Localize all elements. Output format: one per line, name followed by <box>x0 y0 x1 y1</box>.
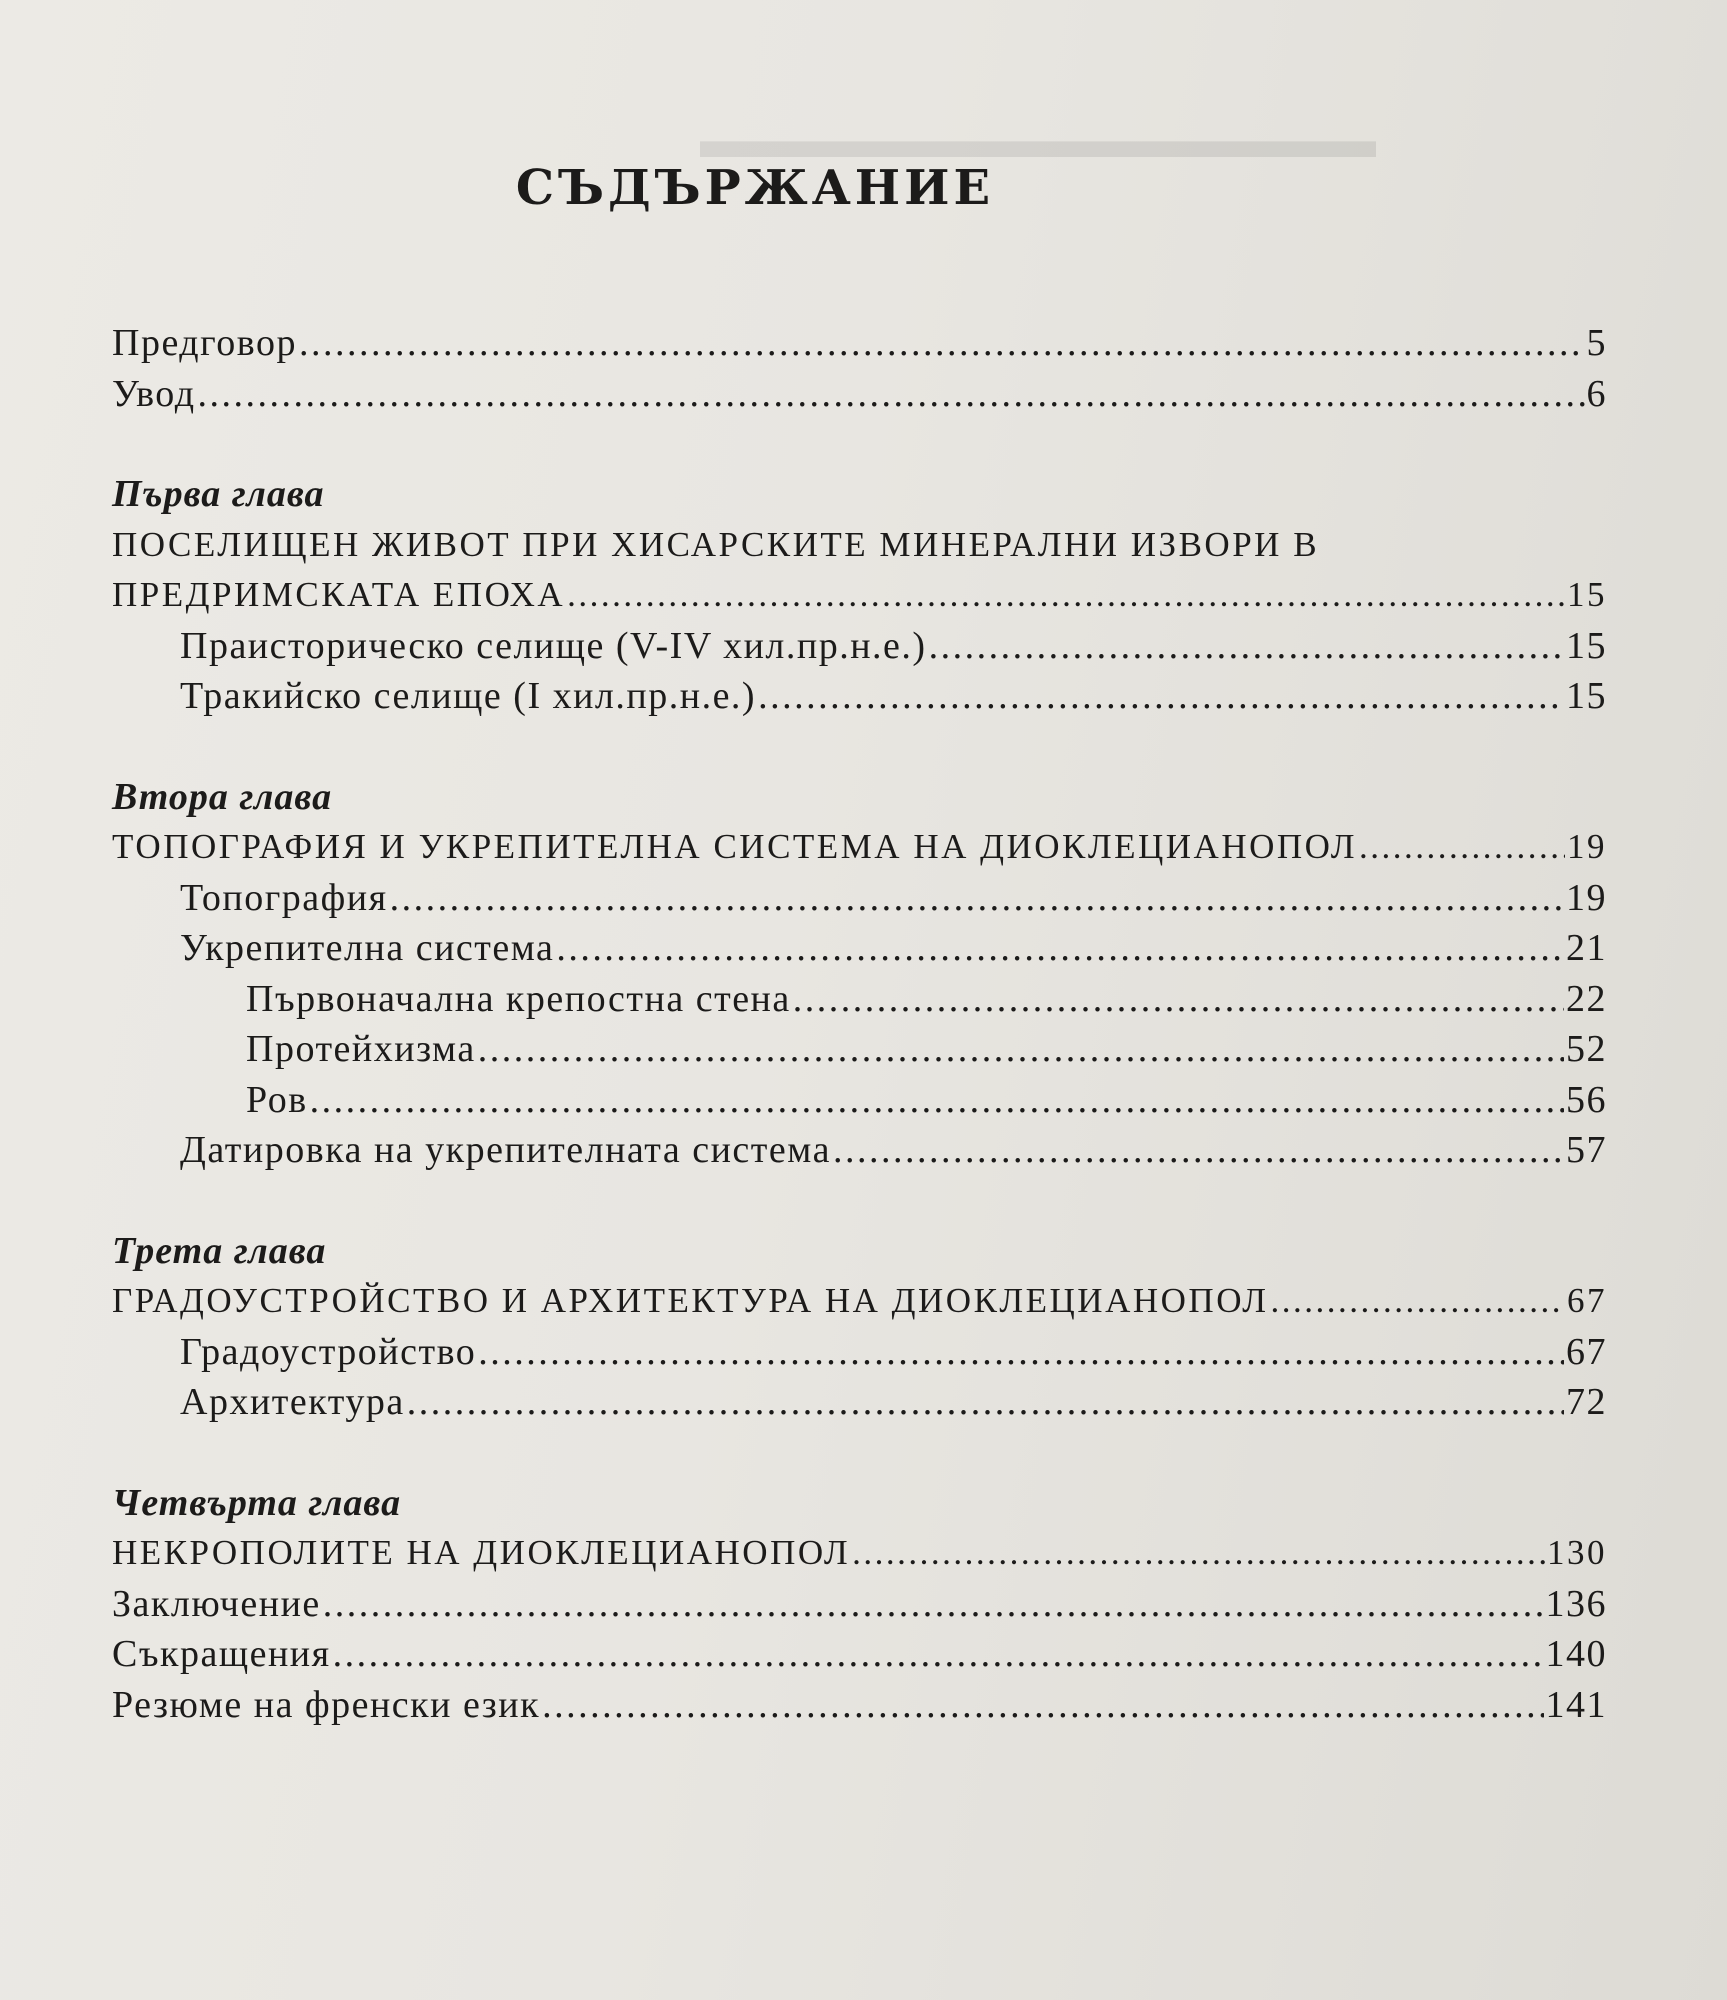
dot-leader <box>390 873 1564 924</box>
toc-entry-page: 22 <box>1566 977 1607 1020</box>
toc-entry-introduction[interactable] <box>112 369 1607 420</box>
dot-leader <box>929 621 1564 672</box>
spacer <box>112 1176 1607 1226</box>
toc-entry-page: 136 <box>1545 1582 1607 1625</box>
toc-entry-title: Ров <box>246 1078 308 1121</box>
toc-entry-page: 57 <box>1566 1129 1607 1171</box>
bleed-through-decoration: ▬▬▬▬▬▬▬▬▬▬▬▬▬ <box>700 111 1376 169</box>
spacer <box>112 1428 1607 1478</box>
page-title: СЪДЪРЖАНИЕ <box>515 160 995 216</box>
dot-leader <box>852 1528 1545 1579</box>
dot-leader <box>793 974 1564 1025</box>
toc-entry-page: 15 <box>1566 624 1607 667</box>
toc-entry-preface[interactable] <box>112 318 1607 369</box>
dot-leader <box>556 923 1564 974</box>
toc-entry-page: 6 <box>1586 372 1607 415</box>
chapter-3-label: Трета глава <box>112 1229 327 1272</box>
toc-entry-page: 140 <box>1545 1633 1607 1675</box>
toc-entry-title: Резюме на френски език <box>112 1683 541 1726</box>
dot-leader <box>299 318 1585 369</box>
toc-entry-title: ТОПОГРАФИЯ И УКРЕПИТЕЛНА СИСТЕМА НА ДИОКЛЕЦИАНОПОЛ <box>112 827 1357 866</box>
toc-entry-title: НЕКРОПОЛИТЕ НА ДИОКЛЕЦИАНОПОЛ <box>112 1533 851 1572</box>
toc-entry-page: 56 <box>1566 1078 1607 1121</box>
toc-entry-urban-planning[interactable] <box>112 1327 1607 1378</box>
toc-entry-title: Увод <box>112 372 196 415</box>
chapter-4-label: Четвърта глава <box>112 1481 402 1524</box>
toc-entry-page: 19 <box>1567 827 1607 866</box>
toc-entry-abbreviations[interactable] <box>112 1629 1607 1680</box>
toc-entry-title: ГРАДОУСТРОЙСТВО И АРХИТЕКТУРА НА ДИОКЛЕЦИАНОПОЛ <box>112 1281 1269 1320</box>
toc-entry-page: 67 <box>1566 1330 1607 1373</box>
toc-entry-title: Архитектура <box>180 1381 405 1423</box>
toc-entry-title: Укрепителна система <box>180 927 555 969</box>
toc-entry-fortification-system[interactable] <box>112 923 1607 974</box>
toc-entry-page: 21 <box>1566 927 1607 969</box>
toc-entry-page: 67 <box>1567 1281 1607 1320</box>
table-of-contents <box>112 318 1607 1730</box>
dot-leader <box>333 1629 1544 1680</box>
chapter-3-heading[interactable] <box>112 1276 1607 1327</box>
toc-entry-title: Заключение <box>112 1582 321 1625</box>
dot-leader <box>310 1075 1564 1126</box>
spacer <box>112 722 1607 772</box>
toc-entry-title: Тракийско селище (I хил.пр.н.е.) <box>180 675 757 717</box>
chapter-2-label: Втора глава <box>112 775 333 818</box>
toc-entry-title: Съкращения <box>112 1633 331 1675</box>
toc-entry-architecture[interactable] <box>112 1377 1607 1428</box>
toc-entry-thracian-settlement[interactable] <box>112 671 1607 722</box>
toc-entry-page: 19 <box>1566 876 1607 919</box>
chapter-1-heading[interactable] <box>112 570 1607 621</box>
chapter-2-heading[interactable] <box>112 822 1607 873</box>
dot-leader <box>542 1680 1543 1731</box>
dot-leader <box>758 671 1564 722</box>
dot-leader <box>833 1125 1564 1176</box>
toc-entry-title: Праисторическо селище (V-IV хил.пр.н.е.) <box>180 624 927 667</box>
dot-leader <box>567 570 1565 621</box>
chapter-1-heading-line1[interactable]: ПОСЕЛИЩЕН ЖИВОТ ПРИ ХИСАРСКИТЕ МИНЕРАЛНИ ИЗВОРИ В <box>112 524 1320 564</box>
chapter-1-label: Първа глава <box>112 473 325 515</box>
toc-entry-title: Предговор <box>112 322 297 364</box>
toc-entry-conclusion[interactable] <box>112 1579 1607 1630</box>
dot-leader <box>198 369 1585 420</box>
toc-entry-page: 15 <box>1567 575 1607 614</box>
dot-leader <box>1359 822 1565 873</box>
toc-entry-title: Първоначална крепостна стена <box>246 977 791 1020</box>
spacer <box>112 419 1607 469</box>
toc-entry-original-wall[interactable] <box>112 974 1607 1025</box>
toc-entry-prehistoric-settlement[interactable] <box>112 621 1607 672</box>
dot-leader <box>323 1579 1544 1630</box>
dot-leader <box>478 1327 1564 1378</box>
toc-entry-proteichisma[interactable] <box>112 1024 1607 1075</box>
toc-entry-title: Топография <box>180 876 388 919</box>
toc-entry-page: 15 <box>1566 675 1607 717</box>
chapter-4-heading[interactable] <box>112 1528 1607 1579</box>
dot-leader <box>478 1024 1564 1075</box>
toc-entry-page: 52 <box>1566 1028 1607 1070</box>
toc-entry-page: 5 <box>1586 322 1607 364</box>
dot-leader <box>407 1377 1564 1428</box>
toc-entry-page: 141 <box>1545 1683 1607 1726</box>
toc-entry-page: 72 <box>1566 1381 1607 1423</box>
toc-entry-title: ПРЕДРИМСКАТА ЕПОХА <box>112 575 566 614</box>
toc-entry-title: Датировка на укрепителната система <box>180 1129 831 1171</box>
toc-entry-title: Протейхизма <box>246 1028 476 1070</box>
toc-entry-moat[interactable] <box>112 1075 1607 1126</box>
toc-entry-dating[interactable] <box>112 1125 1607 1176</box>
toc-entry-title: Градоустройство <box>180 1330 477 1373</box>
toc-entry-topography[interactable] <box>112 873 1607 924</box>
dot-leader <box>1270 1276 1565 1327</box>
toc-entry-french-summary[interactable] <box>112 1680 1607 1731</box>
toc-entry-page: 130 <box>1547 1533 1607 1572</box>
